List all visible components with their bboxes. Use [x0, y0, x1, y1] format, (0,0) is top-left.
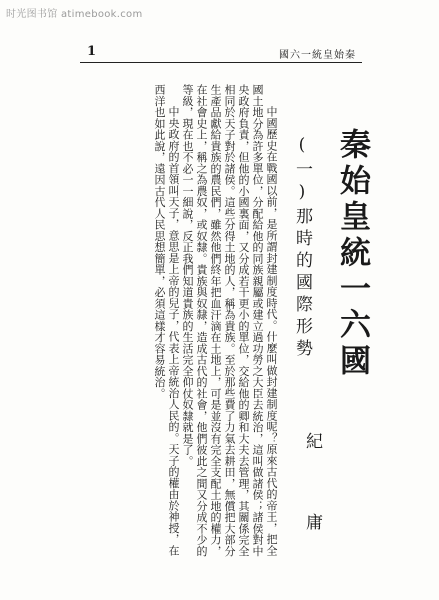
running-head: 國六一統皇始秦 [279, 50, 356, 61]
author-name: 紀 庸 [302, 432, 322, 552]
body-text [88, 84, 278, 566]
body-paragraph: 中國歷史在戰國以前，是所謂封建制度時代。什麼叫做封建制度呢？原來古代的帝王，把全國土地分為許多單位，分配給他的同族親屬或建立過功勞之大臣去統治，這叫做諸侯；諸侯對中央政府負責，但他的小國裏面，又分成若干更小的單位，交給他的卿和大夫去管理，其關係完全相同於天子對於諸侯。這些分得土地的人，稱為貴族。至於那些費了力氣去耕田，無償把大部分生產品獻給貴族的農民們，雖然他們終年把血汗滴在土地上，可是並沒有完全支配土地的權力，在社會史上，稱之為農奴，或奴隸。貴族與奴隸，造成古代的社會，他們彼此之間又分成不少的等級，現在也不必一一細說，反正我們知道貴族的生活完全仰仗奴隸就是了。 [181, 84, 278, 557]
section-heading: (一)那時的國際形勢 [292, 135, 312, 361]
article-title: 秦始皇統一六國 [334, 128, 370, 380]
header-rule [80, 62, 362, 63]
watermark-text: 时光图书馆 atimebook.com [6, 9, 143, 20]
page-number: 1 [87, 44, 97, 59]
body-paragraph: 中央政府的首領叫天子，意思是上帝的兒子，代表上帝統治人民的。天子的權由於神授，在西洋也如此說，遠因古代人民思想簡單，必須這樣才容易統治。 [153, 84, 180, 556]
